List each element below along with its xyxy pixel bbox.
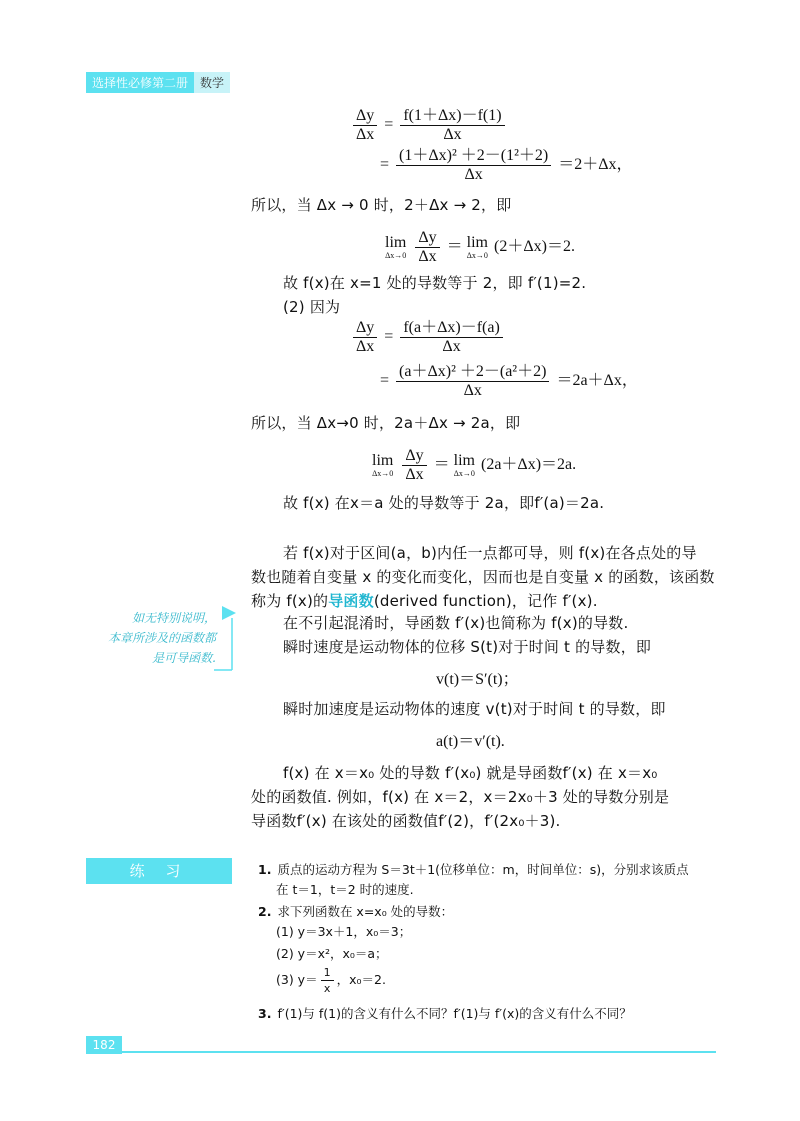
subject-label: 数学: [194, 72, 230, 93]
page-number: 182: [86, 1036, 122, 1054]
p1-limit: lim Δx→0 $\frac{\Delta y}{\Delta x}$ ＝ lim Δx→0 (2＋Δx)＝2.: [385, 229, 575, 265]
q3-text: 3. f′(1)与 f(1)的含义有什么不同？f′(1)与 f′(x)的含义有什么不同？: [258, 1006, 632, 1021]
def-line3: 称为 f(x)的导函数(derived function)，记作 f′(x).: [251, 592, 598, 610]
q2-part-b: (2) y＝x²，x₀＝a；: [276, 946, 388, 961]
def-eq1: v(t)＝S′(t)；: [436, 671, 519, 688]
p2-so-text: 所以，当 Δx→0 时，2a＋Δx → 2a，即: [251, 414, 521, 432]
q1-line2: 在 t＝1，t＝2 时的速度.: [276, 882, 414, 897]
def-line5: 瞬时速度是运动物体的位移 S(t)对于时间 t 的导数，即: [283, 638, 652, 656]
term-derived-function: 导函数: [328, 592, 374, 610]
def-line9: 导函数f′(x) 在该处的函数值f′(2)，f′(2x₀＋3).: [251, 812, 561, 830]
book-tag: 选择性必修第二册: [86, 72, 194, 93]
footer-rule: [122, 1051, 716, 1053]
def-line7: f(x) 在 x＝x₀ 处的导数 f′(x₀) 就是导函数f′(x) 在 x＝x₀: [283, 764, 658, 782]
q2-part-a: (1) y＝3x＋1，x₀＝3；: [276, 924, 412, 939]
p1-so-text: 所以，当 Δx → 0 时，2＋Δx → 2，即: [251, 196, 512, 214]
def-eq2: a(t)＝v′(t).: [436, 733, 505, 750]
p2-limit: lim Δx→0 $\frac{\Delta y}{\Delta x}$ ＝ lim Δx→0 (2a＋Δx)＝2a.: [372, 447, 577, 483]
q2-text: 2. 求下列函数在 x=x₀ 处的导数：: [258, 904, 454, 919]
q1-line1: 1. 质点的运动方程为 S＝3t＋1(位移单位：m，时间单位：s)，分别求该质点: [258, 862, 689, 877]
p2-label: (2) 因为: [283, 298, 341, 316]
p2-line2: = $\frac{\text{(a＋Δx)² ＋2－(a²＋2)}}{\Delta x}$ ＝2a＋Δx，: [380, 363, 638, 399]
p2-conclusion: 故 f(x) 在x＝a 处的导数等于 2a，即f′(a)＝2a.: [283, 494, 605, 512]
def-line6: 瞬时加速度是运动物体的速度 v(t)对于时间 t 的导数，即: [283, 700, 666, 718]
def-line8: 处的函数值. 例如，f(x) 在 x＝2，x＝2x₀＋3 处的导数分别是: [251, 788, 670, 806]
q2-part-c: (3) y＝ $\frac{1}{x}$ ，x₀＝2.: [276, 966, 386, 995]
side-note: 如无特别说明， 本章所涉及的函数都 是可导函数.: [107, 611, 216, 665]
p1-line1: $\frac{\Delta y}{\Delta x}$ = $\frac{f(1+\Delta x)-f(1)}{\Delta x}$: [350, 108, 508, 143]
side-note-bracket-icon: [212, 604, 238, 674]
p2-line1: $\frac{\Delta y}{\Delta x}$ = $\frac{f(a+\Delta x)-f(a)}{\Delta x}$: [350, 320, 506, 355]
def-line4: 在不引起混淆时，导函数 f′(x)也简称为 f(x)的导数.: [283, 614, 629, 632]
running-header: [86, 72, 230, 93]
def-line2: 数也随着自变量 x 的变化而变化，因而也是自变量 x 的函数，该函数: [251, 568, 715, 586]
p1-line2: = $\frac{\text{(1＋Δx)² ＋2－(1²＋2)}}{\Delta x}$ ＝2＋Δx，: [380, 147, 633, 183]
exercise-title: 练 习: [86, 858, 232, 884]
def-line1: 若 f(x)对于区间(a，b)内任一点都可导，则 f(x)在各点处的导: [283, 544, 697, 562]
p1-conclusion: 故 f(x)在 x=1 处的导数等于 2，即 f′(1)=2.: [283, 274, 587, 292]
